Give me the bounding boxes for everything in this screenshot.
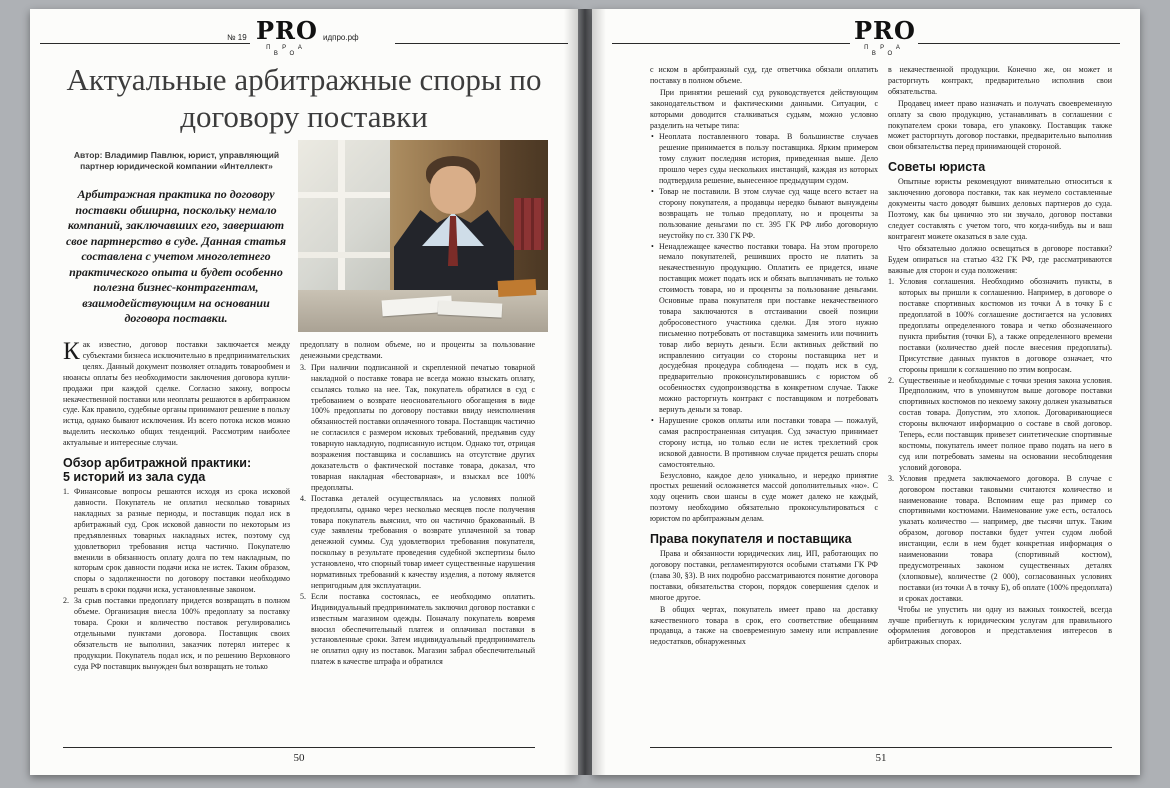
- story-item-4: 4. Поставка деталей осуществлялась на условиях полной предоплаты, однако через несколько месяцев после получения товара покупатель выяснил, что он частично бракованный. В суде заявлены требования о возврате уплаченной за товар денежной суммы. Суд удовлетворил требования покупателя, поскольку в результате проведения судебной экспертизы было установлено, что спорный товар имеет существенные нарушения нормативных требований к качеству изделия, а потому является непригодным для эксплуатации.: [300, 493, 535, 590]
- right-page-column-2: [888, 65, 1112, 741]
- bullet-item-4: • Нарушение сроков оплаты или поставки товара — пожалуй, самая распространенная ситуация. Суд зачастую принимает сторону истца, но только если не истек трехлетний срок исковой давности. В противном случае придется решать споры самостоятельно.: [651, 416, 878, 469]
- article-lede: Арбитражная практика по договору поставки обширна, поскольку немало компаний, заключавших его, завершают свое партнерство в суде. Данная статья составлена с учетом многолетнего практического опыта и будет особенно полезна бизнес-контрагентам, взаимодействующим на основании договора поставки.: [65, 187, 287, 325]
- section-heading-rights: Права покупателя и поставщика: [650, 532, 852, 547]
- story-item-2: 2. За срыв поставки предоплату придется возвращать в полном объеме. Организация внесла 100% предоплату за поставку товара. Сроки и количество поставок регулировались отдельными пунктами договора. Поставщик своих обязательств не выполнил, заказчик потерял интерес к продукции. Покупатель подал иск, и по решению Верховного суда РФ поставщик вынужден был возвращать не только: [63, 596, 290, 671]
- site-url: идпро.рф: [323, 33, 359, 42]
- logo-pro-text: PRO: [854, 16, 916, 45]
- drop-cap: К: [63, 340, 80, 365]
- issue-number: № 19: [227, 33, 247, 42]
- header-rule-left: [40, 43, 250, 44]
- page-right: [592, 9, 1140, 775]
- section-heading-practice: Обзор арбитражной практики: 5 историй из зала суда: [63, 456, 252, 485]
- photo-folder: [498, 279, 537, 297]
- tip-item-1: 1. Условия соглашения. Необходимо обозначить пункты, в которых вы пришли к соглашению. Например, в договоре о поставке спортивных костюмов из точки А в точку Б с предоплатой в 100% соглашение достигается на условиях предоплаты определенного товара и четко обозначенного пункта прибытия (точки Б), а также определенного времени поставки (количество дней после внесения предоплаты). Присутствие данных пунктов в договоре означает, что стороны пришли к соглашению по этим вопросам.: [888, 277, 1112, 374]
- court-decisions-paragraph: При принятии решений суд руководствуется действующим законодательством и фактическими данными. Ситуации, с которыми доводится сталкиваться судьям, можно условно разделить на четыре типа:: [650, 87, 878, 130]
- page-number-left: 50: [293, 752, 305, 764]
- right-page-column-1: [650, 65, 878, 741]
- carry-paragraph: в некачественной продукции. Конечно же, он может и расторгнуть контракт, предварительно исполнив свои обязательства.: [888, 65, 1112, 96]
- logo-pravo-text: П Р А В О: [864, 45, 905, 57]
- carry-paragraph: с иском в арбитражный суд, где ответчика обязали оплатить поставку в полном объеме.: [650, 65, 878, 85]
- left-page-column-2: [300, 340, 535, 745]
- author-line: Автор: Владимир Павлюк, юрист, управляющий партнер юридической компании «Интеллект»: [73, 150, 280, 171]
- section-heading-advice: Советы юриста: [888, 160, 986, 175]
- bullet-item-3: • Ненадлежащее качество поставки товара. На этом прогорело немало покупателей, решивших просто не платить за некачественную продукцию. Оплатить ее придется, иначе поставщик может подать иск и обязать выплачивать не только стоимость товара, но и проценты за пользование деньгами. Основные права покупателя при поставке некачественного товара заключаются в отстаивании своей позиции добросовестного участника сделки. Для этого нужно письменно потребовать от поставщика заменить или починить товар либо вернуть деньги. Если активных действий по исправлению ситуации со стороны поставщика нет и досудебная процедура соблюдена — подать иск в суд, предварительно проконсультировавшись с юристом об особенностях судопроизводства в конкретном случае. Также можно расторгнуть контракт с поставщиком и потребовать вернуть деньги за товар.: [651, 241, 878, 415]
- rights-paragraph-2: В общих чертах, покупатель имеет право на доставку качественного товара в срок, его соответствие обещаниям продавца, а также на своевременную замену или исправление недостатков, обнаруженных: [650, 604, 878, 647]
- footer-rule: [63, 747, 535, 748]
- rights-paragraph-1: Права и обязанности юридических лиц, ИП, работающих по договору поставки, регламентируются особыми статьями ГК РФ (глава 30, §3). В них подробно рассматриваются понятие договора поставки, обязательства сторон, порядок совершения сделок и многое другое.: [650, 549, 878, 602]
- author-photo: [298, 140, 548, 332]
- header-rule-right: [395, 43, 568, 44]
- photo-books: [514, 198, 544, 250]
- page-number-right: 51: [875, 752, 887, 764]
- intro-paragraph: Как известно, договор поставки заключается между субъектами бизнеса исключительно в предпринимательских целях. Данный документ позволяет отладить товарообмен и нюансы оплаты без необходимости заключения договора купли-продажи при каждой сделке. Согласно закону, вопросы некачественной поставки или неоплаты решаются в арбитражном суде. Как правило, судебные органы принимают решение в пользу истца, однако бывают исключения. Из всего потока исков можно выделить несколько общих тенденций. Рассмотрим наиболее актуальные и интересные случаи.: [63, 340, 290, 448]
- advice-paragraph-2: Что обязательно должно освещаться в договоре поставки? Будем опираться на статью 432 ГК РФ, где рассматриваются важные для сторон и суда положения:: [888, 243, 1112, 275]
- tip-item-2: 2. Существенные и необходимые с точки зрения закона условия. Предположим, что в упомянутом выше договоре поставки спортивных костюмов по некоему закону должен указываться состав товара. Допустим, это хлопок. Договаривающиеся стороны включают информацию о составе в свой договор. Теперь, если поставщик привезет синтетические спортивные костюмы, покупатель имеет полное право подать на него в суд или потребовать замены на основании несоблюдения условий договора.: [888, 375, 1112, 472]
- magazine-logo: [256, 16, 318, 57]
- magazine-logo: [854, 16, 916, 57]
- seller-rights-paragraph: Продавец имеет право назначать и получать своевременную оплату за свою продукцию, устанавливать в соглашении с покупателем сроки товара, его упаковку. Поставщик также может расторгнуть договор поставки, предварительно выполнив свои обязательства перед принимающей стороной.: [888, 98, 1112, 152]
- final-paragraph: Чтобы не упустить ни одну из важных тонкостей, всегда лучше прибегнуть к юридическим услугам для правильного оформления договоров и представления интересов в арбитражных спорах.: [888, 604, 1112, 647]
- carry-paragraph: предоплату в полном объеме, но и проценты за пользование денежными средствами.: [300, 340, 535, 360]
- outro-paragraph: Безусловно, каждое дело уникально, и нередко принятие простых решений осложняется массой дополнительных «но». С ходу оценить свои шансы в суде может далеко не каждый, поэтому необходимо обязательно проконсультироваться с юристом по арбитражным делам.: [650, 470, 878, 524]
- article-title: Актуальные арбитражные споры по договору поставки: [66, 62, 542, 134]
- logo-pravo-text: П Р А В О: [266, 45, 307, 57]
- footer-rule: [650, 747, 1112, 748]
- logo-pro-text: PRO: [256, 16, 318, 45]
- page-spine: [578, 9, 592, 775]
- advice-paragraph-1: Опытные юристы рекомендуют внимательно относиться к заключению договора поставки, так как неумело составленные документы часто доводят бывших деловых партнеров до суда. Поэтому, как бы цинично это ни звучало, договор поставки следует составлять с учетом того, что когда-нибудь вы и ваш контрагент можете оказаться в зале суда.: [888, 177, 1112, 241]
- tip-item-3: 3. Условия предмета заключаемого договора. В случае с договором поставки таковыми считаются количество и наименование товара. Вспомним еще раз пример со спортивными костюмами. Наименование уже есть, осталось указать количество — например, две тысячи штук. Таким образом, договор поставки будет учтен судом любой инстанции, если в нем будет конкретная информация о наименовании товара (спортивный костюм), предусмотренных законом существенных деталях (хлопковые), количестве (2 000), согласованных условиях поставки (из точки А в точку Б), об оплате (100% предоплата) и сроках доставки.: [888, 473, 1112, 603]
- bullet-item-2: • Товар не поставили. В этом случае суд чаще всего встает на сторону покупателя, а продавцы нередко бывают вынуждены возвращать не только предоплату, но и проценты за пользование деньгами по ст. 395 ГК РФ либо договорную неустойку по ст. 330 ГК РФ.: [651, 186, 878, 240]
- bullet-item-1: • Неоплата поставленного товара. В большинстве случаев решение принимается в пользу поставщика. Ярким примером тому служит последняя история, приведенная выше. Дело прошло через суды нескольких инстанций, каждая из которых подтвердила решение, вынесенное предыдущим судом.: [651, 132, 878, 186]
- story-item-1: 1. Финансовые вопросы решаются исходя из срока исковой давности. Покупатель не оплатил несколько товарных накладных за разные периоды, и поставщик подал иск в арбитражный суд. Срок исковой давности по некоторым из предъявленных товарных накладных истек, поэтому суд удовлетворил требования истца частично. Покупателю вменили в обязанность оплату долга по тем накладным, по которым срок давности подачи иска не истек. Таким образом, споры о задолженности по договору поставки необходимо решать в сроки подачи иска, установленные законом.: [63, 487, 290, 595]
- left-page-column-1: [63, 340, 290, 745]
- story-item-3: 3. При наличии подписанной и скрепленной печатью товарной накладной о поставке товара не всегда можно взыскать оплату, ссылаясь только на нее. Так, покупатель обратился в суд с требованием о возврате неосновательного обогащения в виде 100% предоплаты по договору поставки ввиду неисполнения обязанностей поставки оплаченного товара. Поставщик частично не согласился с размером исковых требований, предъявив суду товарную накладную, подписанную истцом. Однако тот, отрицая возражения поставщика и сославшись на отсутствие других доказательств о фактической поставке товара, доказал, что товарная накладная «бестоварная», и взыскал все 100% предоплаты.: [300, 362, 535, 492]
- header-rule-left: [612, 43, 850, 44]
- story-item-5: 5. Если поставка состоялась, ее необходимо оплатить. Индивидуальный предприниматель заключил договор поставки с известным магазином одежды. Поначалу покупатель вовремя вносил обеспечительный платеж и оплачивал поставки в установленные сроки. Затем индивидуальный предприниматель не оплатил одну из поставок. Магазин забрал обеспечительный платеж в качестве штрафа и обратился: [300, 591, 535, 667]
- header-rule-right: [918, 43, 1120, 44]
- page-left: [30, 9, 578, 775]
- photo-face: [430, 166, 476, 214]
